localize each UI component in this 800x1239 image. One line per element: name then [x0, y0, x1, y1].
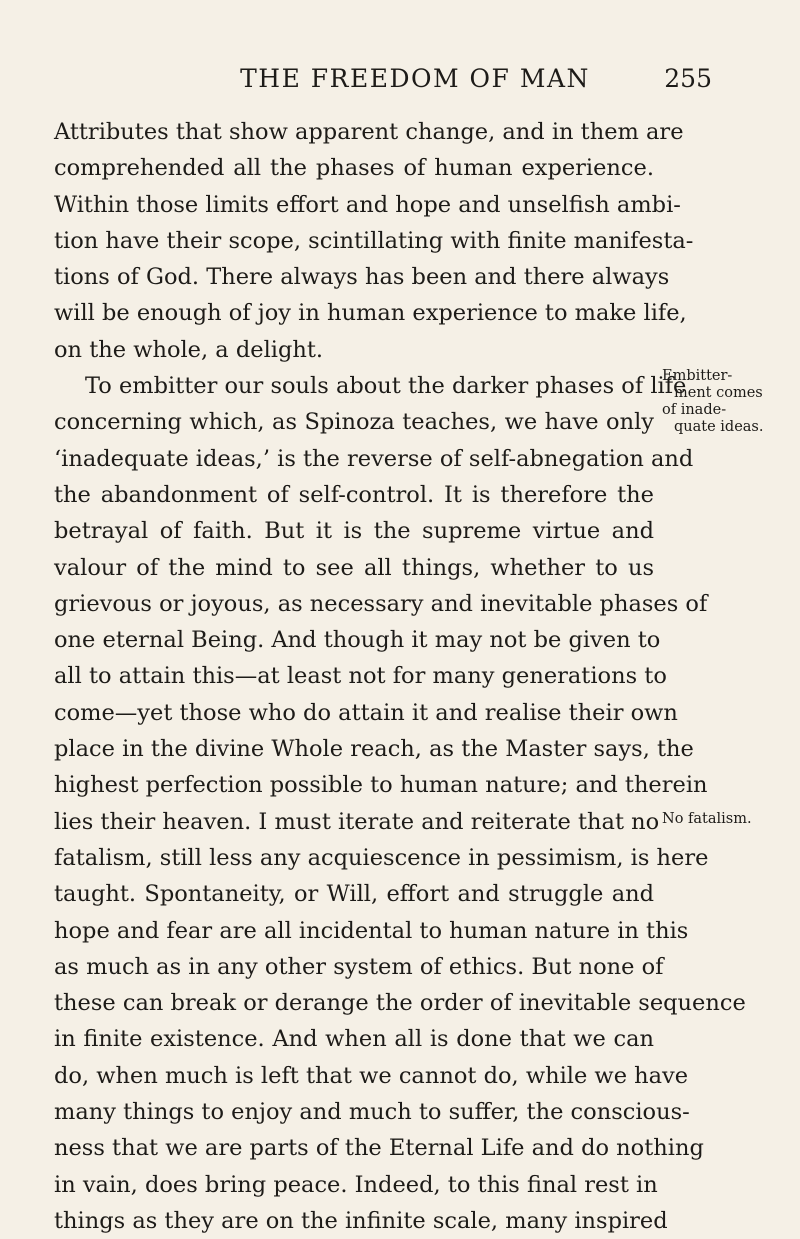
text-line: the abandonment of self-control. It is therefore the	[54, 481, 654, 508]
text-line: will be enough of joy in human experience to make life,	[54, 300, 687, 327]
text-line: fatalism, still less any acquiescence in pessimism, is here	[54, 844, 709, 871]
text-line: valour of the mind to see all things, whether to us	[54, 554, 654, 581]
page-number: 255	[664, 64, 712, 93]
text-line: one eternal Being. And though it may not be given to	[54, 627, 661, 654]
text-line: betrayal of faith. But it is the supreme virtue and	[54, 518, 654, 545]
text-line: these can break or derange the order of inevitable sequence	[54, 990, 746, 1017]
text-line: ness that we are parts of the Eternal Life and do nothing	[54, 1135, 704, 1162]
text-line: tion have their scope, scintillating with finite manifesta-	[54, 227, 694, 254]
text-line: in finite existence. And when all is done that we can	[54, 1026, 654, 1053]
text-line: tions of God. There always has been and there always	[54, 264, 670, 291]
sidenote-line: Embitter-	[662, 368, 733, 384]
text-line: highest perfection possible to human nature; and therein	[54, 772, 708, 799]
sidenote-line: of inade-	[662, 402, 727, 418]
text-line: Within those limits effort and hope and unselfish ambi-	[54, 191, 681, 218]
text-line: grievous or joyous, as necessary and inevitable phases of	[54, 590, 708, 617]
text-line: many things to enjoy and much to suffer, the conscious-	[54, 1099, 690, 1126]
running-title: THE FREEDOM OF MAN	[240, 64, 590, 93]
text-line: ‘inadequate ideas,’ is the reverse of self-abnegation and	[54, 445, 694, 472]
sidenote-line: ment comes	[674, 385, 763, 401]
text-line: things as they are on the infinite scale, many inspired	[54, 1207, 668, 1234]
sidenote-no-fatalism	[662, 811, 794, 828]
text-line: all to attain this—at least not for many generations to	[54, 663, 667, 690]
text-line: place in the divine Whole reach, as the Master says, the	[54, 736, 694, 763]
sidenote-embitterment	[662, 368, 792, 436]
text-line: as much as in any other system of ethics. But none of	[54, 953, 664, 980]
page-header	[118, 64, 712, 104]
text-line: Attributes that show apparent change, and in them are	[54, 119, 684, 145]
sidenote-line: quate ideas.	[674, 419, 764, 435]
text-line: do, when much is left that we cannot do, while we have	[54, 1062, 689, 1089]
text-line: taught. Spontaneity, or Will, effort and struggle and	[54, 881, 654, 908]
sidenote-line: No fatalism.	[662, 811, 752, 827]
text-line: on the whole, a delight.	[54, 336, 324, 363]
text-line: come—yet those who do attain it and realise their own	[54, 699, 678, 726]
text-line: concerning which, as Spinoza teaches, we have only	[54, 409, 654, 436]
text-line: hope and fear are all incidental to human nature in this	[54, 917, 689, 944]
text-line: lies their heaven. I must iterate and reiterate that no	[54, 808, 660, 835]
text-line: in vain, does bring peace. Indeed, to this final rest in	[54, 1171, 658, 1198]
text-line: comprehended all the phases of human experience.	[54, 155, 654, 182]
text-line: To embitter our souls about the darker phases of life	[85, 373, 687, 400]
